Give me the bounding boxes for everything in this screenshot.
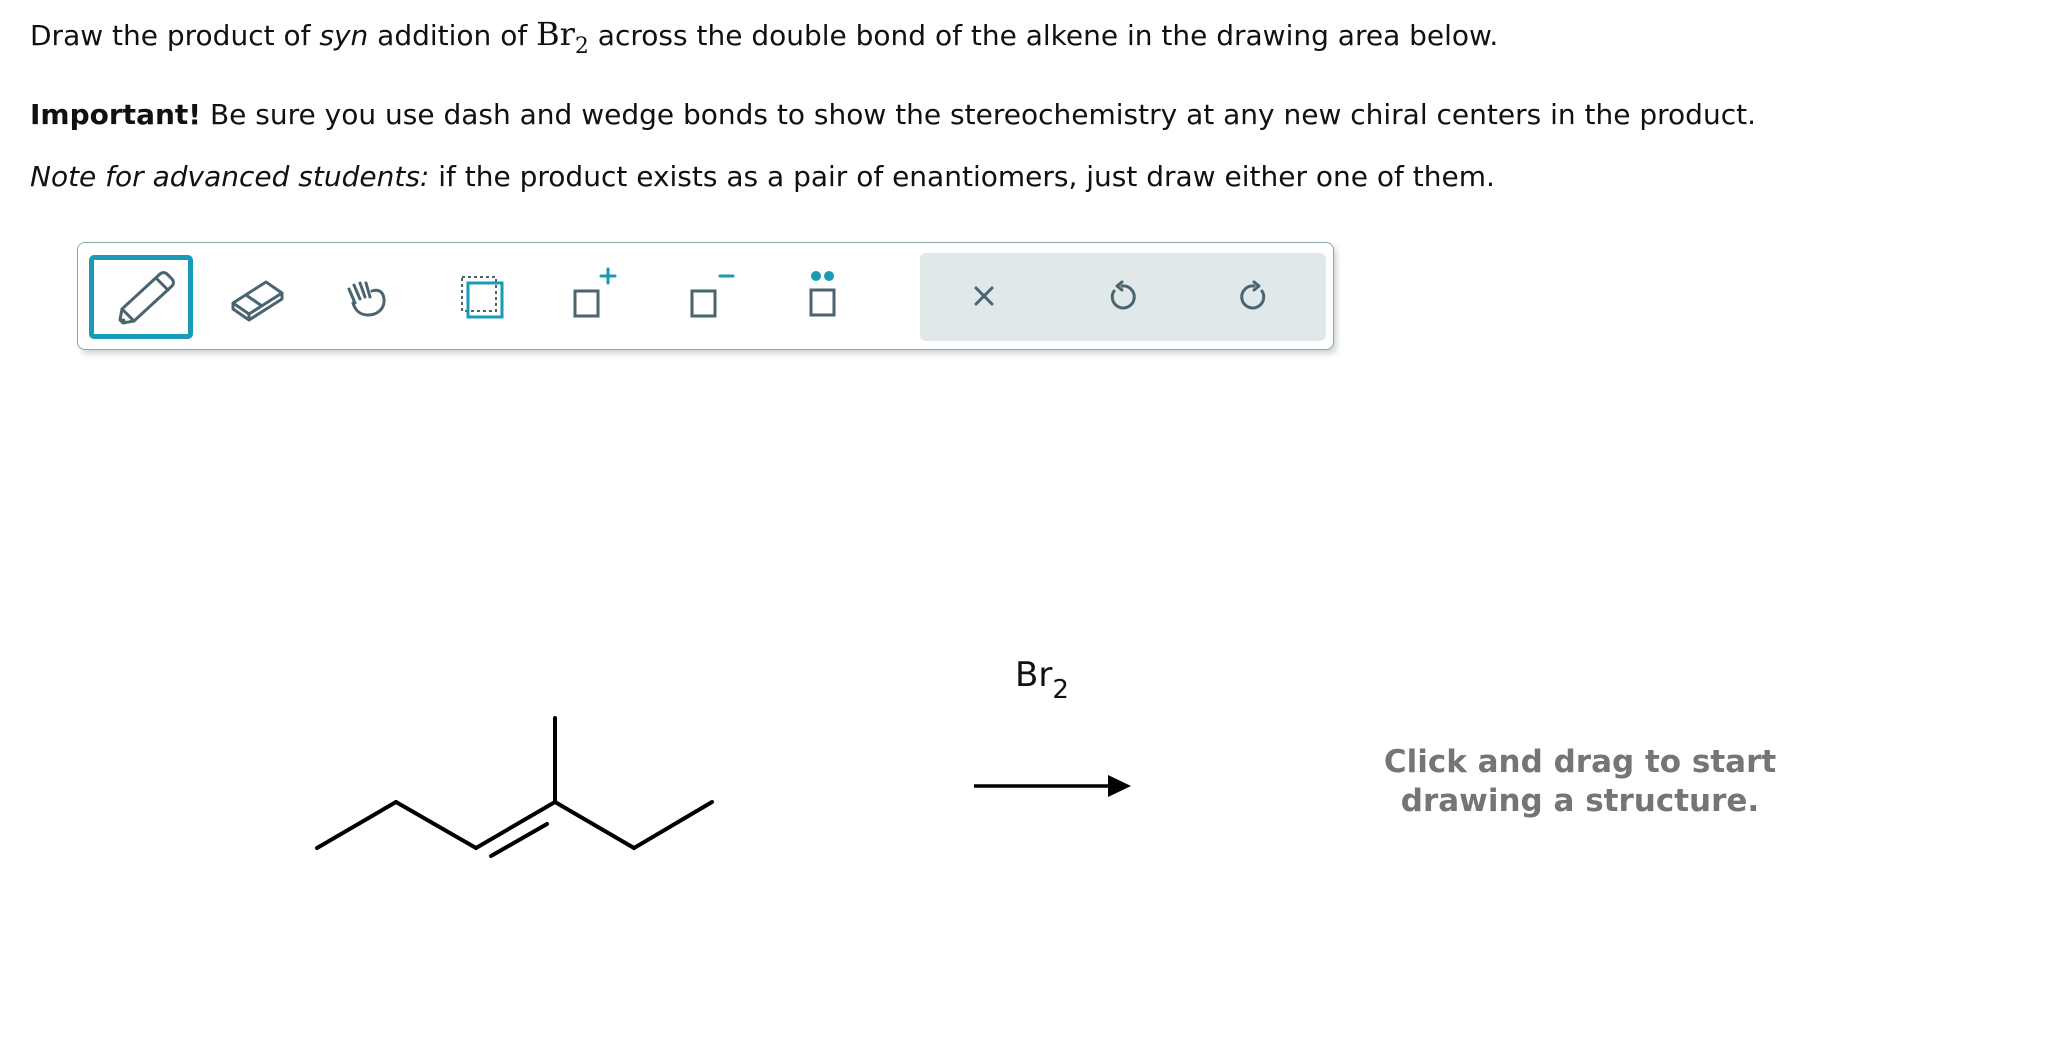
question-text: addition of: [368, 19, 537, 52]
syn-term: syn: [319, 19, 369, 52]
important-label: Important!: [30, 98, 202, 131]
hint-line-1: Click and drag to start: [1383, 744, 1777, 780]
advanced-note-text: if the product exists as a pair of enantiomers, just draw either one of them.: [429, 160, 1495, 193]
advanced-note-label: Note for advanced students:: [30, 160, 430, 193]
alkene-structure: [317, 718, 712, 856]
question-text: Draw the product of: [30, 19, 320, 52]
reagent-formula: $Br_2$: [536, 15, 589, 59]
reagent-label: $Br_2$: [1015, 655, 1069, 705]
important-text: Be sure you use dash and wedge bonds to show the stereochemistry at any new chiral centers in the product.: [201, 98, 1756, 131]
drawing-hint: [1300, 743, 1860, 821]
question-text: across the double bond of the alkene in the drawing area below.: [588, 19, 1499, 52]
reaction-arrow: [974, 775, 1131, 797]
hint-line-2: drawing a structure.: [1400, 783, 1760, 819]
